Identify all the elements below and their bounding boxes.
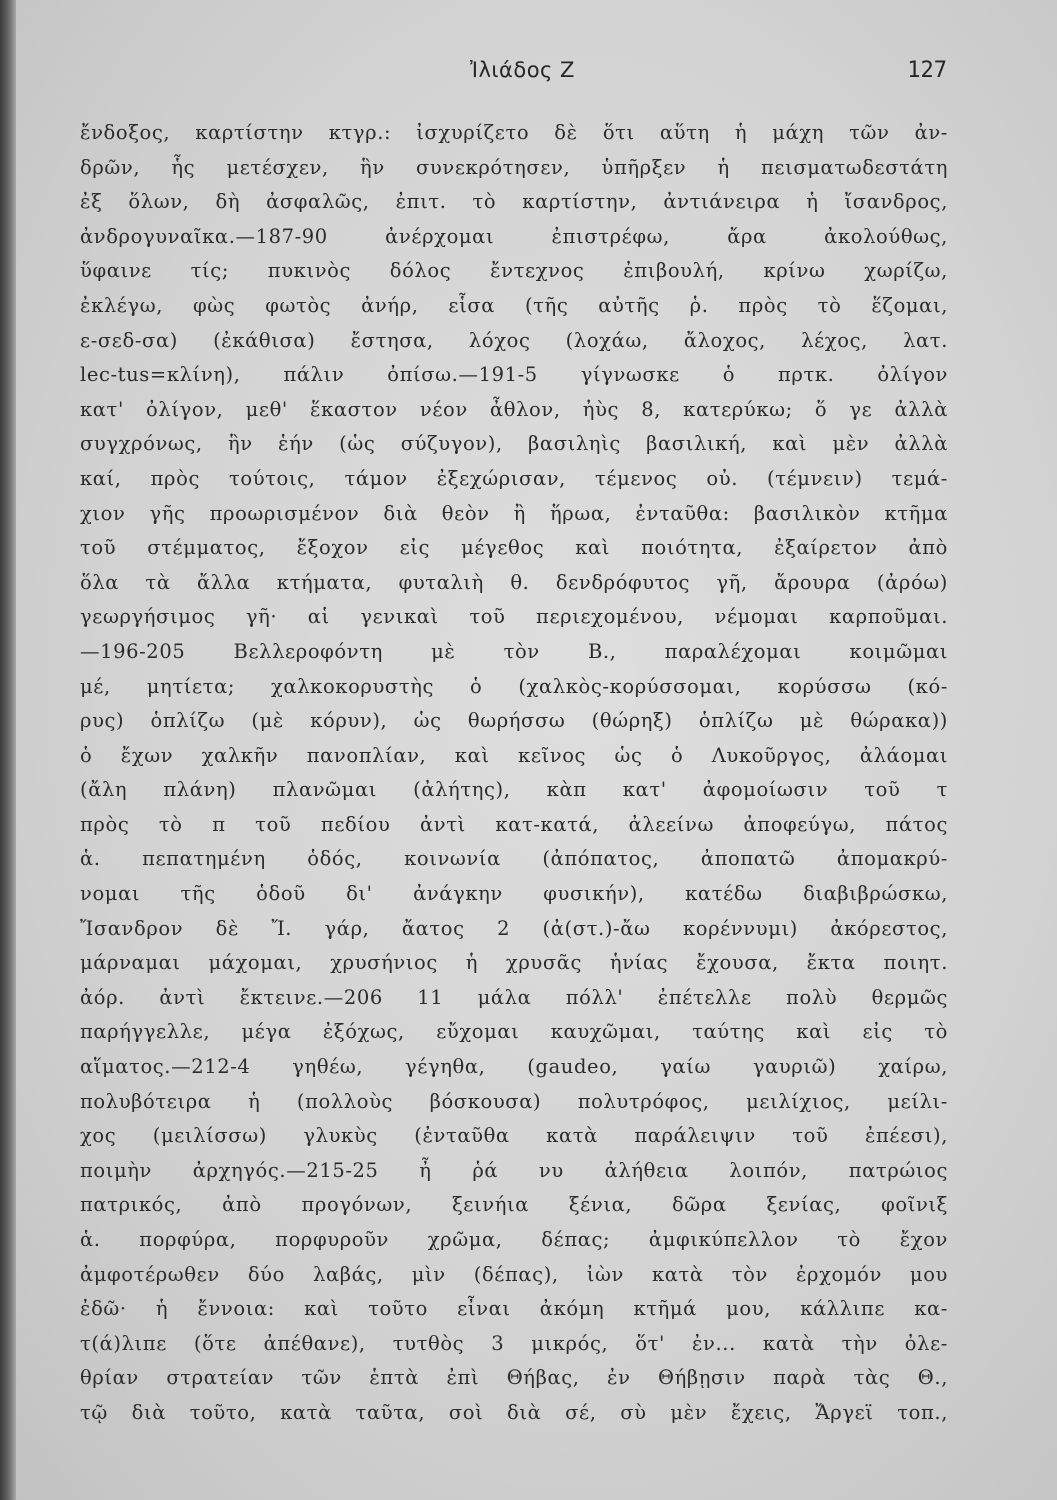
text-line: ὕφαινε τίς; πυκινὸς δόλος ἔντεχνος ἐπιβουλή, κρίνω χωρίζω, — [80, 259, 948, 283]
text-line: ἁ. πορφύρα, πορφυροῦν χρῶμα, δέπας; ἀμφικύπελλον τὸ ἔχον — [80, 1228, 948, 1251]
text-line: πατρικός, ἀπὸ προγόνων, ξεινήια ξένια, δῶρα ξενίας, φοῖνιξ — [80, 1193, 948, 1217]
text-line: μάρναμαι μάχομαι, χρυσήνιος ἡ χρυσᾶς ἡνίας ἔχουσα, ἔκτα ποιητ. — [80, 951, 948, 975]
text-line: τῷ διὰ τοῦτο, κατὰ ταῦτα, σοὶ διὰ σέ, σὺ μὲν ἔχεις, Ἄργεϊ τοπ., — [80, 1400, 948, 1424]
text-line: δρῶν, ἧς μετέσχεν, ἣν συνεκρότησεν, ὑπῆρξεν ἡ πεισματωδεστάτη — [80, 155, 948, 179]
text-line: ρυς) ὁπλίζω (μὲ κόρυν), ὡς θωρήσσω (θώρηξ) ὁπλίζω μὲ θώρακα)) — [80, 709, 948, 733]
text-line: μέ, μητίετα; χαλκοκορυστὴς ὁ (χαλκὸς-κορύσσομαι, κορύσσω (κό- — [80, 674, 948, 698]
text-line: ε-σεδ-σα) (ἐκάθισα) ἔστησα, λόχος (λοχάω, ἄλοχος, λέχος, λατ. — [80, 328, 948, 352]
text-line: ὅλα τὰ ἄλλα κτήματα, φυταλιὴ θ. δενδρόφυτος γῆ, ἄρουρα (ἀρόω) — [80, 570, 948, 594]
text-line: —196-205 Βελλεροφόντη μὲ τὸν Β., παραλέχομαι κοιμῶμαι — [80, 639, 948, 663]
text-line: χιον γῆς προωρισμένον διὰ θεὸν ἢ ἥρωα, ἐνταῦθα: βασιλικὸν κτῆμα — [80, 501, 948, 525]
text-line: πρὸς τὸ π τοῦ πεδίου ἀντὶ κατ-κατά, ἀλεείνω ἀποφεύγω, πάτος — [80, 812, 948, 836]
commentary-body — [80, 116, 948, 1431]
text-line: ἐδῶ· ἡ ἔννοια: καὶ τοῦτο εἶναι ἀκόμη κτῆμά μου, κάλλιπε κα- — [80, 1297, 948, 1321]
text-line: γεωργήσιμος γῆ· αἱ γενικαὶ τοῦ περιεχομένου, νέμομαι καρποῦμαι. — [80, 605, 948, 629]
text-line: χος (μειλίσσω) γλυκὺς (ἐνταῦθα κατὰ παράλειψιν τοῦ ἐπέεσι), — [80, 1124, 948, 1148]
text-line: ἀνδρογυναῖκα.—187-90 ἀνέρχομαι ἐπιστρέφω, ἄρα ἀκολούθως, — [80, 224, 948, 248]
text-line: αἵματος.—212-4 γηθέω, γέγηθα, (gaudeo, γαίω γαυριῶ) χαίρω, — [80, 1055, 948, 1079]
text-line: νομαι τῆς ὁδοῦ δι' ἀνάγκην φυσικήν), κατέδω διαβιβρώσκω, — [80, 882, 948, 906]
text-line: ἀόρ. ἀντὶ ἔκτεινε.—206 11 μάλα πόλλ' ἐπέτελλε πολὺ θερμῶς — [80, 985, 948, 1009]
book-spine-shadow — [0, 0, 16, 1500]
text-line: συγχρόνως, ἣν ἑήν (ὡς σύζυγον), βασιληὶς βασιλική, καὶ μὲν ἀλλὰ — [80, 432, 948, 456]
text-line: ἐκλέγω, φὼς φωτὸς ἀνήρ, εἷσα (τῆς αὐτῆς ῥ. πρὸς τὸ ἕζομαι, — [80, 293, 948, 317]
text-line: ὁ ἔχων χαλκῆν πανοπλίαν, καὶ κεῖνος ὡς ὁ Λυκοῦργος, ἀλάομαι — [80, 743, 948, 767]
text-line: Ἴσανδρον δὲ Ἴ. γάρ, ἄατος 2 (ἀ(στ.)-ἄω κορέννυμι) ἀκόρεστος, — [80, 916, 948, 940]
text-line: ἁ. πεπατημένη ὁδός, κοινωνία (ἀπόπατος, ἀποπατῶ ἀπομακρύ- — [80, 847, 948, 871]
text-line: ἔνδοξος, καρτίστην κτγρ.: ἰσχυρίζετο δὲ ὅτι αὕτη ἡ μάχη τῶν ἀν- — [80, 121, 948, 144]
running-head: Ἰλιάδος Z — [470, 58, 575, 82]
text-line: καί, πρὸς τούτοις, τάμον ἐξεχώρισαν, τέμενος οὐ. (τέμνειν) τεμά- — [80, 466, 948, 490]
text-line: ἀμφοτέρωθεν δύο λαβάς, μὶν (δέπας), ἰὼν κατὰ τὸν ἐρχομόν μου — [80, 1262, 948, 1286]
text-line: θρίαν στρατείαν τῶν ἑπτὰ ἐπὶ Θήβας, ἐν Θήβῃσιν παρὰ τὰς Θ., — [80, 1366, 948, 1390]
text-line: πολυβότειρα ἡ (πολλοὺς βόσκουσα) πολυτρόφος, μειλίχιος, μείλι- — [80, 1089, 948, 1113]
text-line: lec-tus=κλίνη), πάλιν ὀπίσω.—191-5 γίγνωσκε ὁ πρτκ. ὀλίγον — [80, 363, 948, 387]
text-line: ἐξ ὅλων, δὴ ἀσφαλῶς, ἐπιτ. τὸ καρτίστην, ἀντιάνειρα ἡ ἴσανδρος, — [80, 190, 948, 214]
text-line: τ(ά)λιπε (ὅτε ἀπέθανε), τυτθὸς 3 μικρός, ὅτ' ἐν... κατὰ τὴν ὀλε- — [80, 1331, 948, 1355]
text-line: κατ' ὀλίγον, μεθ' ἕκαστον νέον ἆθλον, ἠὺς 8, κατερύκω; ὅ γε ἀλλὰ — [80, 397, 948, 421]
text-line: παρήγγελλε, μέγα ἐξόχως, εὔχομαι καυχῶμαι, ταύτης καὶ εἰς τὸ — [80, 1020, 948, 1044]
text-line: τοῦ στέμματος, ἔξοχον εἰς μέγεθος καὶ ποιότητα, ἐξαίρετον ἀπὸ — [80, 536, 948, 560]
page-number: 127 — [907, 58, 947, 83]
text-line: (ἄλη πλάνη) πλανῶμαι (ἀλήτης), κὰπ κατ' ἀφομοίωσιν τοῦ τ — [80, 778, 948, 802]
text-line: ποιμὴν ἀρχηγός.—215-25 ἦ ῥά νυ ἀλήθεια λοιπόν, πατρώιος — [80, 1158, 948, 1182]
